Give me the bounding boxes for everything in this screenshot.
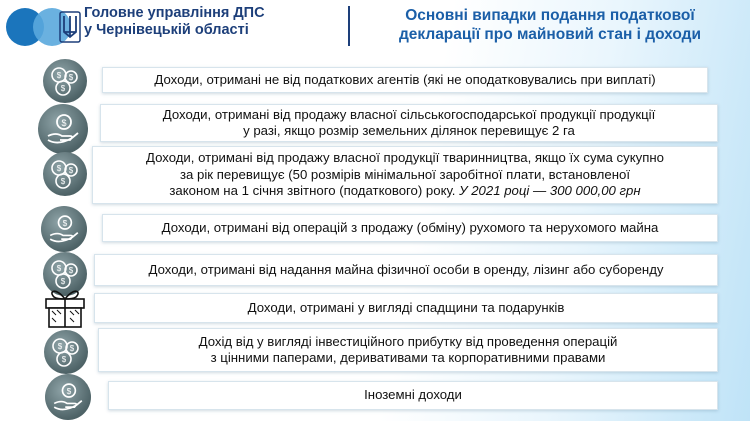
item-text-line1: Доходи, отримані від продажу власної сільськогосподарської продукції продукції xyxy=(162,106,656,122)
item-text: Доходи, отримані від операцій з продажу (обміну) рухомого та нерухомого майна xyxy=(161,219,659,235)
item-text-line1: Доходи, отримані від продажу власної продукції тваринництва, якщо їх сума сукупно xyxy=(145,150,664,166)
svg-text:$: $ xyxy=(62,219,68,229)
item-text: Доходи, отримані у вигляді спадщини та подарунків xyxy=(247,299,565,315)
hand-coin-icon xyxy=(41,206,87,252)
svg-text:$: $ xyxy=(56,164,62,173)
svg-text:$: $ xyxy=(57,342,63,351)
org-name-line1: Головне управління ДПС xyxy=(84,5,265,21)
coins-icon xyxy=(43,152,87,196)
item-text: Доходи, отримані від надання майна фізичної особи в оренду, лізинг або суборенду xyxy=(148,261,664,277)
svg-text:$: $ xyxy=(60,277,66,286)
item-text-italic: У 2021 році — 300 000,00 грн xyxy=(459,183,641,199)
coins-icon xyxy=(44,330,88,374)
list-item xyxy=(98,328,718,372)
title-line2: декларації про майновий стан і доходи xyxy=(398,26,702,43)
list-item xyxy=(102,214,718,242)
svg-text:$: $ xyxy=(68,166,74,175)
svg-text:$: $ xyxy=(61,355,67,364)
item-text-line3: законом на 1 січня звітного (податкового) року. xyxy=(169,183,460,199)
hand-coin-icon xyxy=(38,104,88,154)
item-text-line2: за рік перевищує (50 розмірів мінімальної заробітної плати, встановленої xyxy=(179,166,630,182)
svg-text:$: $ xyxy=(68,266,74,275)
item-text-line2: з цінними паперами, деривативами та корпоративними правами xyxy=(210,350,606,365)
hand-coin-icon xyxy=(45,374,91,420)
title-line1: Основні випадки подання податкової xyxy=(405,7,695,24)
svg-text:$: $ xyxy=(60,177,66,186)
org-name-line2: у Чернівецькій області xyxy=(84,22,249,38)
svg-text:$: $ xyxy=(56,264,62,273)
list-item xyxy=(94,293,718,323)
coins-icon xyxy=(43,59,87,103)
list-item xyxy=(100,104,718,142)
item-text-line1: Дохід від у вигляді інвестиційного прибутку від проведення операцій xyxy=(198,333,618,349)
header xyxy=(0,0,750,56)
organization-name xyxy=(84,5,265,39)
header-divider xyxy=(348,6,350,46)
item-text-line2: у разі, якщо розмір земельних ділянок перевищує 2 га xyxy=(243,123,575,138)
svg-text:$: $ xyxy=(60,84,66,93)
svg-text:$: $ xyxy=(68,73,74,82)
svg-text:$: $ xyxy=(66,387,72,397)
svg-text:$: $ xyxy=(61,118,67,128)
list-item xyxy=(108,381,718,410)
svg-text:$: $ xyxy=(69,344,75,353)
list-item xyxy=(92,146,718,204)
item-text: Іноземні доходи xyxy=(364,387,462,403)
list-item xyxy=(94,254,718,286)
svg-text:$: $ xyxy=(56,71,62,80)
list-item xyxy=(102,67,708,93)
gift-icon xyxy=(40,285,90,329)
trident-icon xyxy=(58,10,82,44)
page-title xyxy=(355,6,745,44)
item-text: Доходи, отримані не від податкових агентів (які не оподатковувались при виплаті) xyxy=(154,71,656,87)
